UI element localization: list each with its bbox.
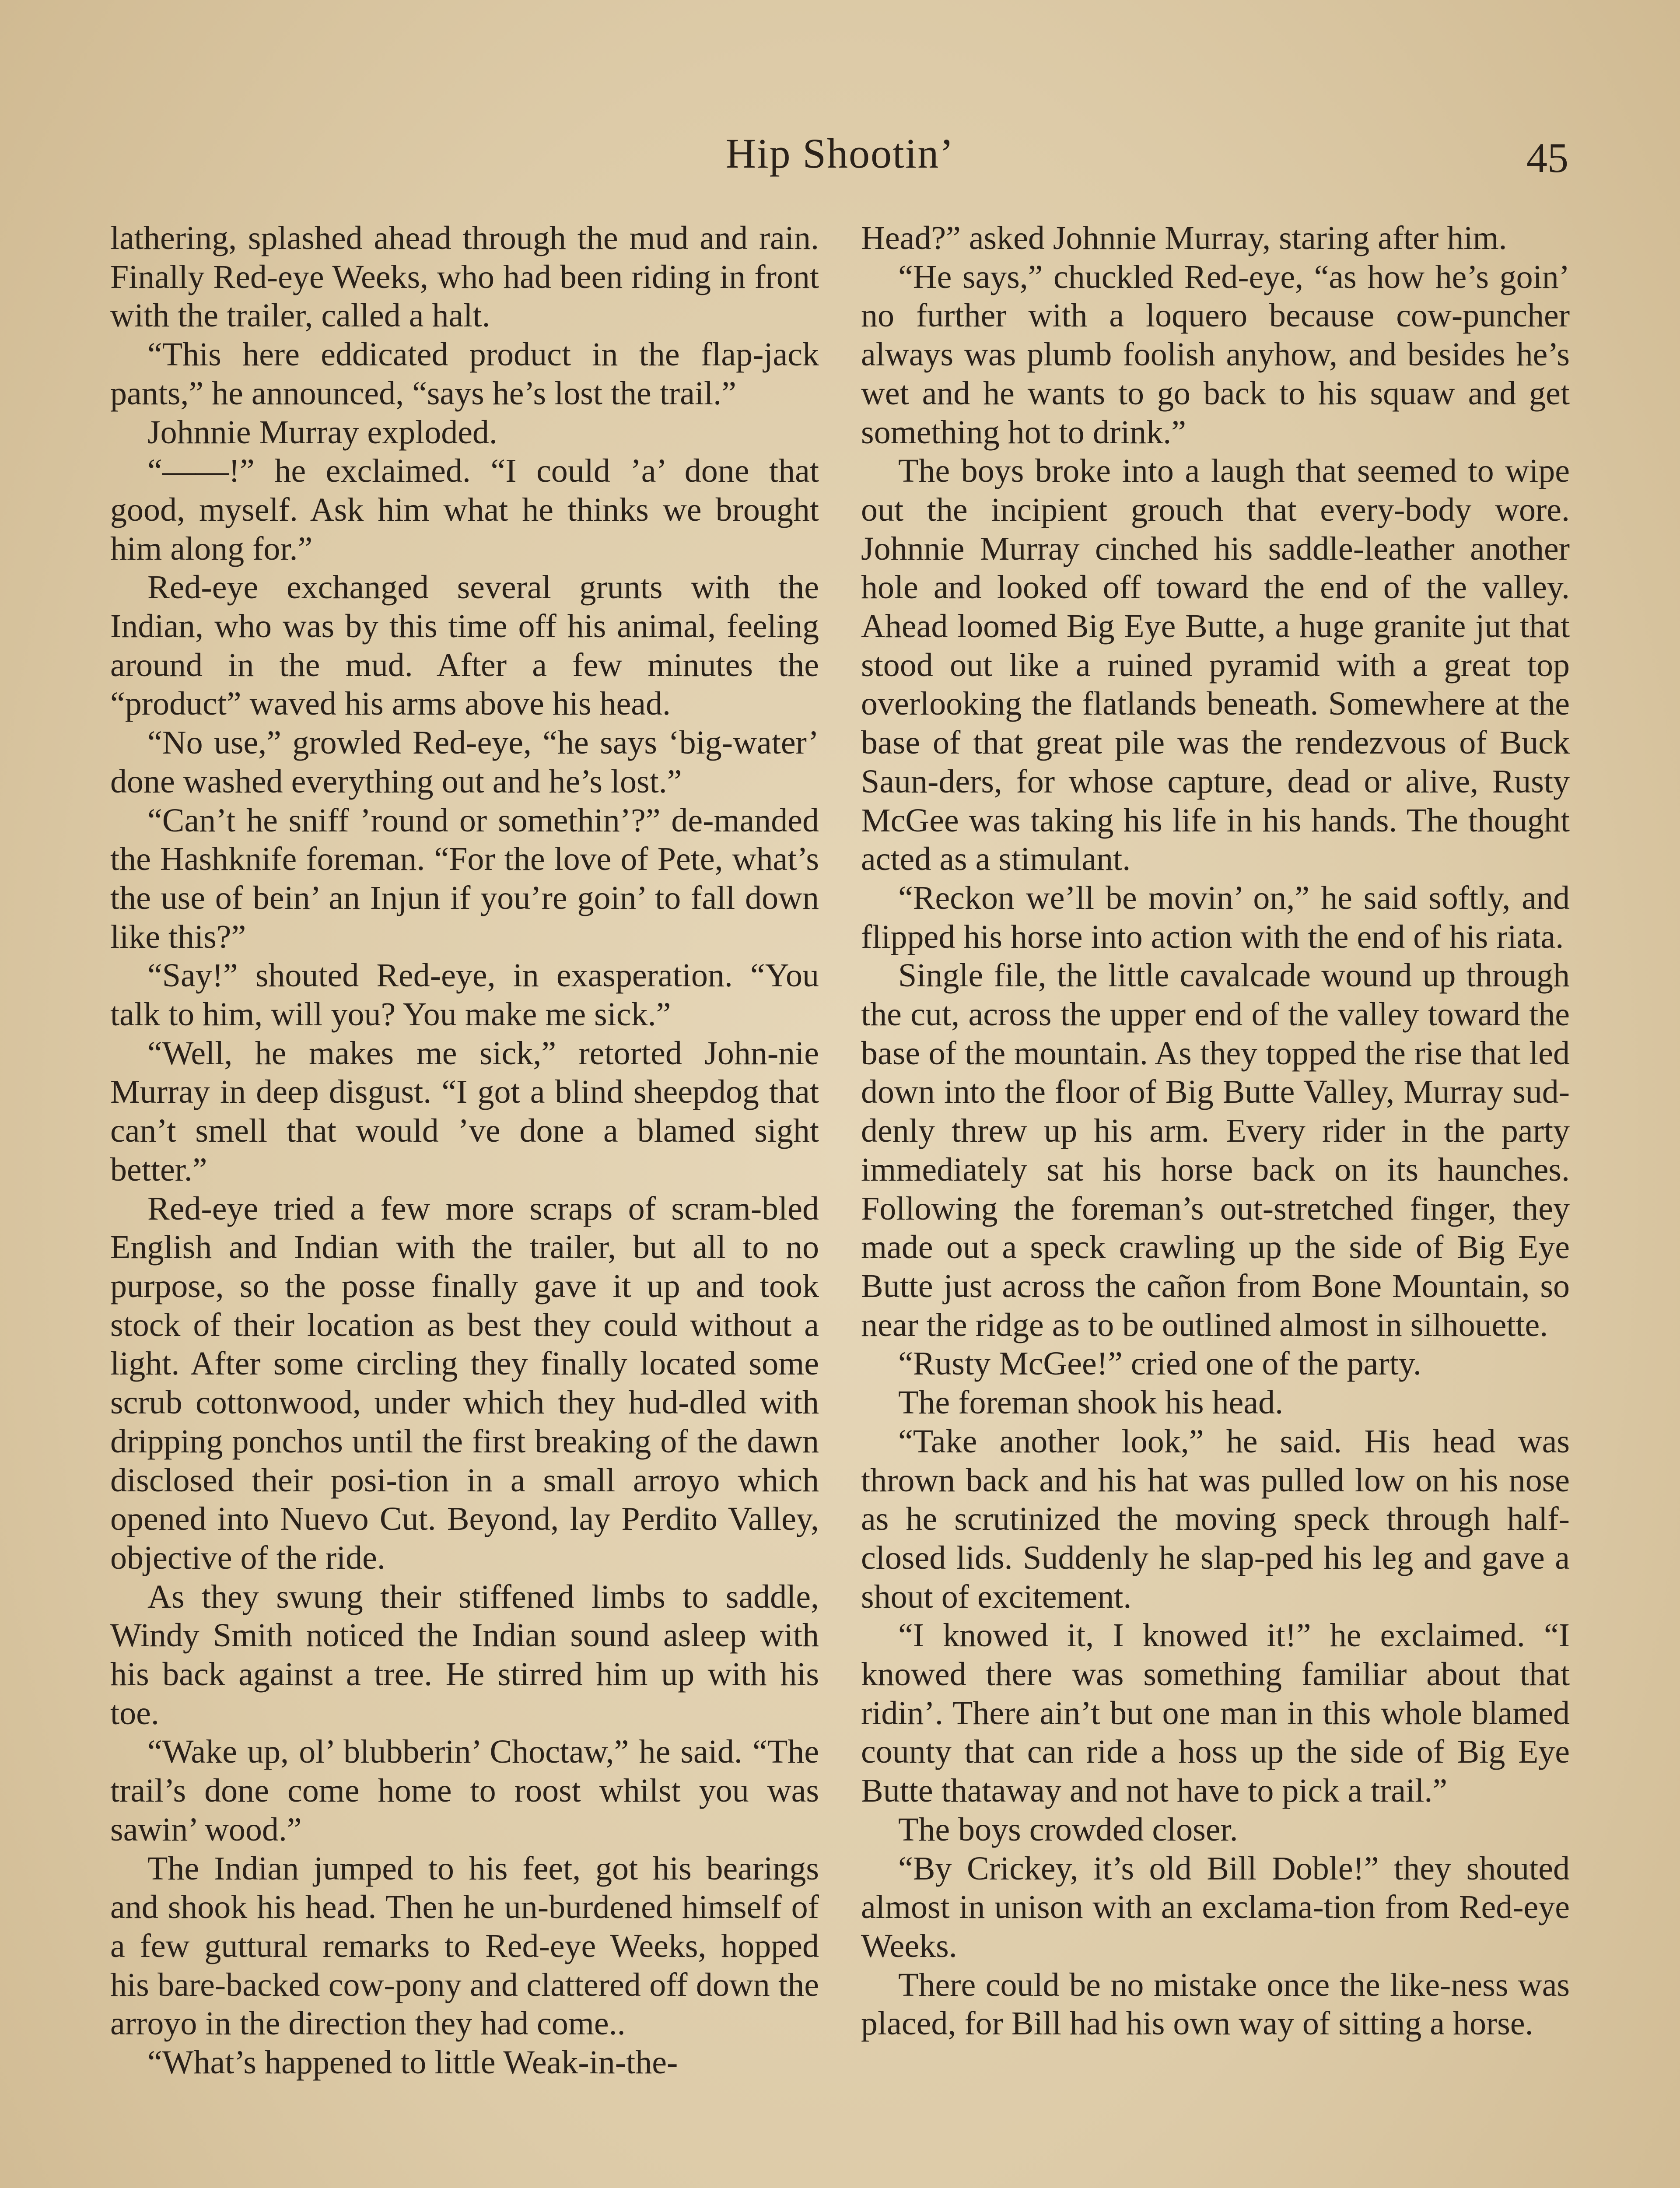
paragraph: Head?” asked Johnnie Murray, staring after him. [861, 220, 1507, 256]
paragraph: The foreman shook his head. [898, 1384, 1284, 1421]
paragraph: “Say!” shouted Red-eye, in exasperation. “You talk to him, will you? You make me sick.” [110, 957, 819, 1033]
paragraph: As they swung their stiffened limbs to saddle, Windy Smith noticed the Indian sound asleep with his back against a tree. He stirred him up with his toe. [110, 1578, 819, 1732]
paragraph: The boys broke into a laugh that seemed to wipe out the incipient grouch that every-body wore. Johnnie Murray cinched his saddle-leather another hole and looked off toward the end of the valley. Ahead loomed Big Eye Butte, a huge granite jut that stood out like a ruined pyramid with a great top overlooking the flatlands beneath. Somewhere at the base of that great pile was the rendezvous of Buck Saun-ders, for whose capture, dead or alive, Rusty McGee was taking his life in his hands. The thought acted as a stimulant. [861, 452, 1570, 878]
paragraph: Red-eye exchanged several grunts with the Indian, who was by this time off his animal, feeling around in the mud. After a few minutes the “product” waved his arms above his head. [110, 569, 819, 722]
paragraph: “What’s happened to little Weak-in-the- [147, 2044, 678, 2081]
paragraph: “Reckon we’ll be movin’ on,” he said softly, and flipped his horse into action with the end of his riata. [861, 879, 1570, 955]
paragraph: Single file, the little cavalcade wound up through the cut, across the upper end of the valley toward the base of the mountain. As they topped the rise that led down into the floor of Big Butte Valley, Murray sud-denly threw up his arm. Every rider in the party immediately sat his horse back on its haunches. Following the foreman’s out-stretched finger, they made out a speck crawling up the side of Big Eye Butte just across the cañon from Bone Mountain, so near the ridge as to be outlined almost in silhouette. [861, 957, 1570, 1343]
paragraph: “Wake up, ol’ blubberin’ Choctaw,” he said. “The trail’s done come home to roost whilst you was sawin’ wood.” [110, 1733, 819, 1848]
paragraph: “By Crickey, it’s old Bill Doble!” they shouted almost in unison with an exclama-tion from Red-eye Weeks. [861, 1850, 1570, 1964]
paragraph: “——!” he exclaimed. “I could ’a’ done that good, myself. Ask him what he thinks we brought him along for.” [110, 452, 819, 567]
paragraph: “This here eddicated product in the flap-jack pants,” he announced, “says he’s lost the trail.” [110, 336, 819, 412]
right-column [861, 219, 1570, 2188]
paragraph: “No use,” growled Red-eye, “he says ‘big-water’ done washed everything out and he’s lost.” [110, 724, 819, 800]
paragraph: “Can’t he sniff ’round or somethin’?” de-manded the Hashknife foreman. “For the love of Pete, what’s the use of bein’ an Injun if you’re goin’ to fall down like this?” [110, 802, 819, 955]
paragraph: The boys crowded closer. [898, 1811, 1238, 1848]
paragraph: Red-eye tried a few more scraps of scram-bled English and Indian with the trailer, but all to no purpose, so the posse finally gave it up and took stock of their location as best they could without a light. After some circling they finally located some scrub cottonwood, under which they hud-dled with dripping ponchos until the first breaking of the dawn disclosed their posi-tion in a small arroyo which opened into Nuevo Cut. Beyond, lay Perdito Valley, objective of the ride. [110, 1190, 819, 1576]
paragraph: “Take another look,” he said. His head was thrown back and his hat was pulled low on his nose as he scrutinized the moving speck through half-closed lids. Suddenly he slap-ped his leg and gave a shout of excitement. [861, 1423, 1570, 1615]
paragraph: “I knowed it, I knowed it!” he exclaimed. “I knowed there was something familiar about that ridin’. There ain’t but one man in this whole blamed county that can ride a hoss up the side of Big Eye Butte thataway and not have to pick a trail.” [861, 1617, 1570, 1809]
paragraph: The Indian jumped to his feet, got his bearings and shook his head. Then he un-burdened himself of a few guttural remarks to Red-eye Weeks, hopped his bare-backed cow-pony and clattered off down the arroyo in the direction they had come.. [110, 1850, 819, 2042]
paragraph: Johnnie Murray exploded. [147, 414, 497, 451]
left-column [110, 219, 819, 2188]
paragraph: lathering, splashed ahead through the mud and rain. Finally Red-eye Weeks, who had been riding in front with the trailer, called a halt. [110, 220, 819, 334]
paragraph: “He says,” chuckled Red-eye, “as how he’s goin’ no further with a loquero because cow-puncher always was plumb foolish anyhow, and besides he’s wet and he wants to go back to his squaw and get something hot to drink.” [861, 258, 1570, 451]
running-title: Hip Shootin’ [725, 130, 955, 177]
paragraph: There could be no mistake once the like-ness was placed, for Bill had his own way of sitting a horse. [861, 1966, 1570, 2042]
paragraph: “Well, he makes me sick,” retorted John-nie Murray in deep disgust. “I got a blind sheepdog that can’t smell that would ’ve done a blamed sight better.” [110, 1034, 819, 1188]
paragraph: “Rusty McGee!” cried one of the party. [898, 1345, 1421, 1382]
page-number: 45 [1526, 134, 1568, 181]
